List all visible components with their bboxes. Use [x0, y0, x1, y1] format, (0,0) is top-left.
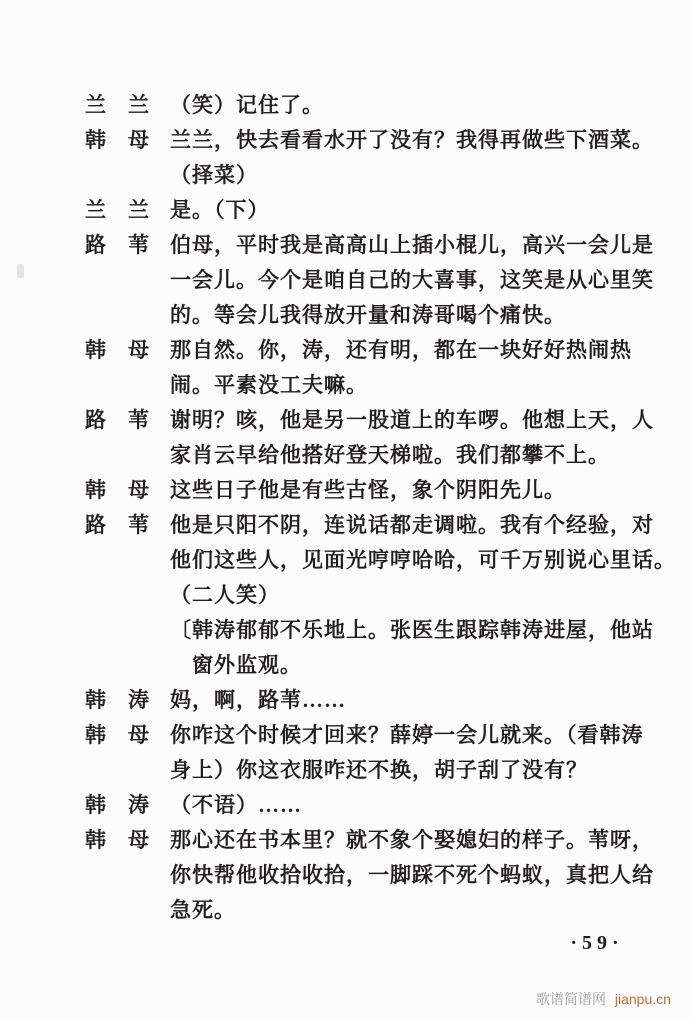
script-line	[0, 88, 690, 123]
line-text: 家肖云早给他搭好登天梯啦。我们都攀不上。	[170, 443, 610, 467]
line-text: 窗外监观。	[192, 653, 302, 677]
speaker-name-char: 兰	[128, 198, 149, 222]
line-text: 他们这些人，见面光哼哼哈哈，可千万别说心里话。	[170, 548, 676, 572]
speaker-name-char: 苇	[128, 233, 149, 257]
watermark-site-name: 歌谱简谱网	[536, 991, 606, 1007]
script-line	[0, 368, 690, 403]
speaker-name	[85, 718, 149, 753]
line-text: 这些日子他是有些古怪，象个阴阳先儿。	[170, 478, 566, 502]
speaker-name-char: 韩	[85, 723, 106, 747]
script-line	[0, 298, 690, 333]
speaker-name-char: 韩	[85, 688, 106, 712]
line-text: 〔韩涛郁郁不乐地上。张医生跟踪韩涛进屋，他站	[170, 618, 654, 642]
speaker-name	[85, 193, 149, 228]
line-text: （二人笑）	[170, 583, 280, 607]
speaker-name-char: 苇	[128, 408, 149, 432]
speaker-name-char: 路	[85, 233, 106, 257]
script-line	[0, 543, 690, 578]
speaker-name-char: 母	[128, 723, 149, 747]
script-line	[0, 508, 690, 543]
line-text: 是。（下）	[170, 198, 270, 222]
watermark	[536, 990, 671, 1008]
line-text: 一会儿。今个是咱自己的大喜事，这笑是从心里笑	[170, 268, 654, 292]
speaker-name-char: 韩	[85, 793, 106, 817]
line-text: 他是只阳不阴，连说话都走调啦。我有个经验，对	[170, 513, 654, 537]
speaker-name-char: 路	[85, 408, 106, 432]
watermark-site-url: jianpu.cn	[614, 991, 671, 1007]
speaker-name	[85, 473, 149, 508]
script-line	[0, 158, 690, 193]
line-text: （笑）记住了。	[170, 93, 324, 117]
speaker-name-char: 涛	[128, 793, 149, 817]
speaker-name	[85, 683, 149, 718]
script-line	[0, 438, 690, 473]
speaker-name-char: 兰	[85, 93, 106, 117]
script-line	[0, 683, 690, 718]
speaker-name	[85, 228, 149, 263]
speaker-name	[85, 123, 149, 158]
speaker-name-char: 韩	[85, 128, 106, 152]
line-text: （择菜）	[170, 163, 258, 187]
speaker-name-char: 母	[128, 128, 149, 152]
speaker-name	[85, 823, 149, 858]
script-line	[0, 893, 690, 928]
speaker-name-char: 涛	[128, 688, 149, 712]
line-text: 闹。平素没工夫嘛。	[170, 373, 368, 397]
line-text: 的。等会儿我得放开量和涛哥喝个痛快。	[170, 303, 566, 327]
script-line	[0, 718, 690, 753]
script-line	[0, 333, 690, 368]
line-text: （不语）……	[170, 793, 302, 817]
script-line	[0, 823, 690, 858]
line-text: 那心还在书本里？就不象个娶媳妇的样子。苇呀，	[170, 828, 654, 852]
speaker-name-char: 兰	[128, 93, 149, 117]
speaker-name-char: 韩	[85, 478, 106, 502]
script-line	[0, 263, 690, 298]
speaker-name-char: 兰	[85, 198, 106, 222]
speaker-name-char: 苇	[128, 513, 149, 537]
speaker-name-char: 母	[128, 478, 149, 502]
line-text: 那自然。你，涛，还有明，都在一块好好热闹热	[170, 338, 632, 362]
speaker-name-char: 路	[85, 513, 106, 537]
script-line	[0, 193, 690, 228]
speaker-name	[85, 88, 149, 123]
script-line	[0, 753, 690, 788]
page-number: ·59·	[570, 932, 624, 954]
script-line	[0, 613, 690, 648]
script-line	[0, 123, 690, 158]
script-line	[0, 228, 690, 263]
line-text: 伯母，平时我是高高山上插小棍儿，高兴一会儿是	[170, 233, 654, 257]
speaker-name-char: 母	[128, 338, 149, 362]
line-text: 身上）你这衣服咋还不换，胡子刮了没有？	[170, 758, 588, 782]
line-text: 你咋这个时候才回来？薛婷一会儿就来。（看韩涛	[170, 723, 644, 747]
line-text: 谢明？咳，他是另一股道上的车啰。他想上天，人	[170, 408, 654, 432]
line-text: 急死。	[170, 898, 236, 922]
script-line	[0, 578, 690, 613]
line-text: 兰兰，快去看看水开了没有？我得再做些下酒菜。	[170, 128, 654, 152]
script-line	[0, 473, 690, 508]
line-text: 你快帮他收拾收拾，一脚踩不死个蚂蚁，真把人给	[170, 863, 654, 887]
speaker-name-char: 韩	[85, 338, 106, 362]
speaker-name	[85, 788, 149, 823]
speaker-name-char: 母	[128, 828, 149, 852]
speaker-name	[85, 508, 149, 543]
speaker-name-char: 韩	[85, 828, 106, 852]
script-line	[0, 858, 690, 893]
script-line	[0, 788, 690, 823]
script-line	[0, 648, 690, 683]
line-text: 妈，啊，路苇……	[170, 688, 346, 712]
script-body	[0, 88, 690, 928]
script-line	[0, 403, 690, 438]
speaker-name	[85, 403, 149, 438]
speaker-name	[85, 333, 149, 368]
